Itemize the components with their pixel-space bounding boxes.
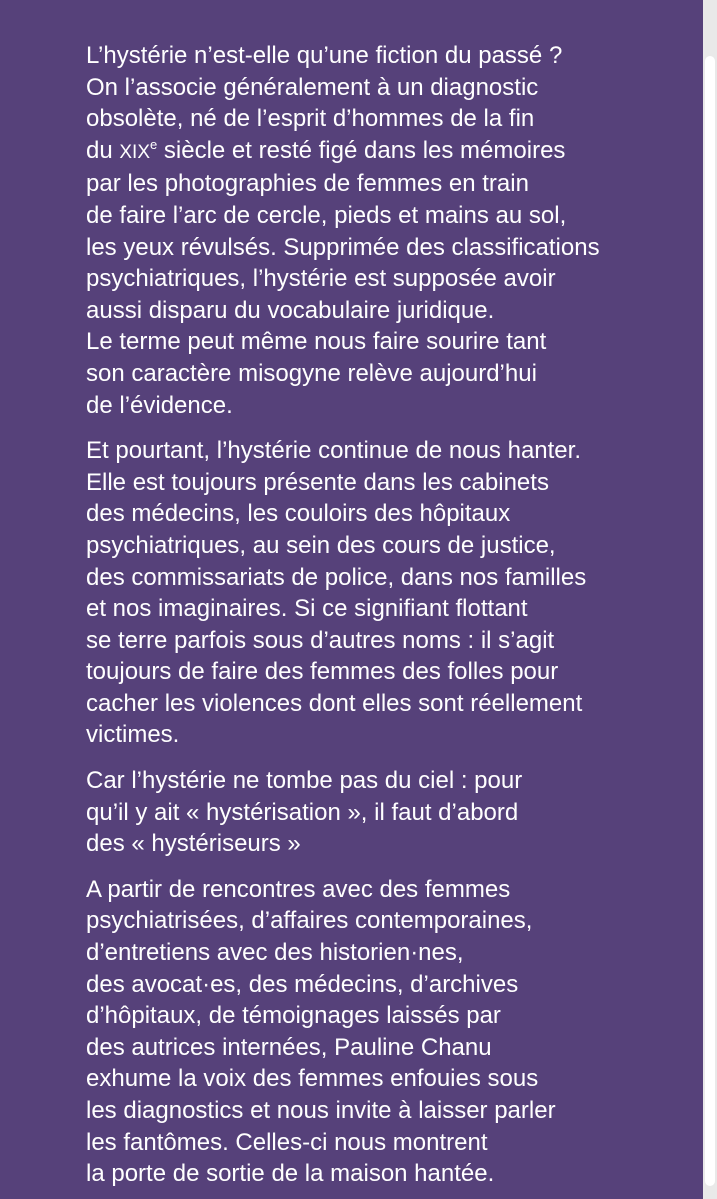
text-line: aussi disparu du vocabulaire juridique. bbox=[86, 296, 495, 324]
scrollbar-thumb[interactable] bbox=[705, 56, 715, 1186]
text-line: A partir de rencontres avec des femmes bbox=[86, 875, 511, 903]
text-line: par les photographies de femmes en train bbox=[86, 170, 529, 198]
text-line: Et pourtant, l’hystérie continue de nous hanter. bbox=[86, 437, 581, 465]
text-line: cacher les violences dont elles sont réellement bbox=[86, 689, 583, 717]
text-line: d’hôpitaux, de témoignages laissés par bbox=[86, 1002, 501, 1030]
paragraph-3 bbox=[86, 765, 696, 860]
text-line: de l’évidence. bbox=[86, 391, 233, 419]
text-line: la porte de sortie de la maison hantée. bbox=[86, 1160, 495, 1188]
text-line: les yeux révulsés. Supprimée des classifications bbox=[86, 233, 600, 261]
text-line: victimes. bbox=[86, 721, 180, 749]
text-line: les diagnostics et nous invite à laisser parler bbox=[86, 1097, 556, 1124]
book-blurb bbox=[86, 40, 696, 1199]
paragraph-4 bbox=[86, 874, 696, 1190]
paragraph-2 bbox=[86, 435, 696, 751]
text-line: qu’il y ait « hystérisation », il faut d’abord bbox=[86, 798, 519, 826]
text-line: son caractère misogyne relève aujourd’hui bbox=[86, 359, 537, 387]
text-line: obsolète, né de l’esprit d’hommes de la fin bbox=[86, 105, 535, 133]
text-line: psychiatriques, au sein des cours de justice, bbox=[86, 531, 556, 559]
text-line: toujours de faire des femmes des folles pour bbox=[86, 658, 559, 686]
text-line: On l’associe généralement à un diagnostic bbox=[86, 73, 539, 101]
scrollbar[interactable] bbox=[703, 0, 717, 1199]
text-fragment: du bbox=[86, 136, 120, 164]
roman-numeral: XIX bbox=[119, 141, 150, 163]
text-line: Car l’hystérie ne tombe pas du ciel : pour bbox=[86, 767, 523, 795]
text-line: exhume la voix des femmes enfouies sous bbox=[86, 1065, 539, 1093]
text-line: se terre parfois sous d’autres noms : il s’agit bbox=[86, 626, 555, 654]
text-line: les fantômes. Celles-ci nous montrent bbox=[86, 1128, 488, 1156]
text-line: d’entretiens avec des historien·nes, bbox=[86, 939, 464, 967]
text-line: Elle est toujours présente dans les cabinets bbox=[86, 468, 549, 496]
superscript: e bbox=[150, 136, 158, 152]
text-line: psychiatriques, l’hystérie est supposée avoir bbox=[86, 265, 556, 293]
text-line: psychiatrisées, d’affaires contemporaines, bbox=[86, 907, 533, 935]
paragraph-1 bbox=[86, 40, 696, 421]
text-line: des médecins, les couloirs des hôpitaux bbox=[86, 500, 511, 528]
text-line: des avocat·es, des médecins, d’archives bbox=[86, 970, 519, 998]
text-line: de faire l’arc de cercle, pieds et mains au sol, bbox=[86, 201, 567, 229]
text-line bbox=[86, 135, 696, 169]
text-line: Le terme peut même nous faire sourire tant bbox=[86, 328, 547, 356]
text-line: et nos imaginaires. Si ce signifiant flottant bbox=[86, 595, 528, 623]
text-line: L’hystérie n’est-elle qu’une fiction du passé ? bbox=[86, 42, 563, 69]
text-line: des commissariats de police, dans nos familles bbox=[86, 563, 587, 591]
text-line: des « hystériseurs » bbox=[86, 830, 301, 858]
text-fragment: siècle et resté figé dans les mémoires bbox=[157, 136, 566, 164]
text-line: des autrices internées, Pauline Chanu bbox=[86, 1033, 492, 1061]
